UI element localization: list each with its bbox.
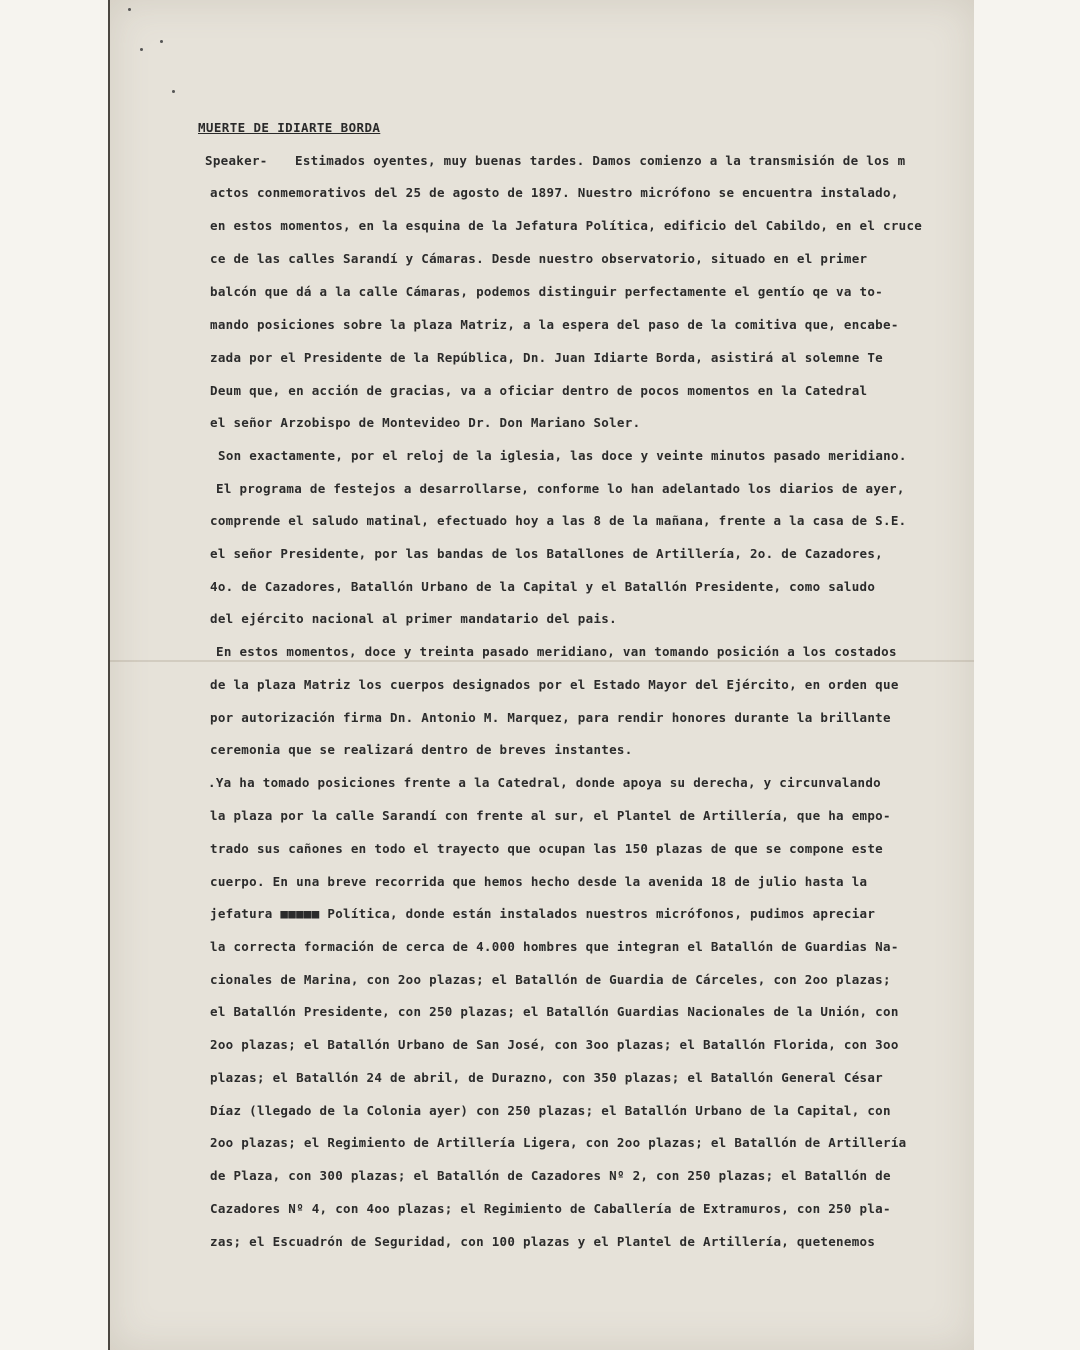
text-line: cuerpo. En una breve recorrida que hemos hecho desde la avenida 18 de julio hasta la bbox=[210, 874, 868, 889]
text-line: por autorización firma Dn. Antonio M. Marquez, para rendir honores durante la brillante bbox=[210, 710, 891, 725]
text-line: zas; el Escuadrón de Seguridad, con 100 plazas y el Plantel de Artillería, quetenemos bbox=[210, 1234, 876, 1249]
text-line: Son exactamente, por el reloj de la iglesia, las doce y veinte minutos pasado meridiano. bbox=[218, 448, 907, 463]
document-title: MUERTE DE IDIARTE BORDA bbox=[198, 120, 381, 135]
text-line: la correcta formación de cerca de 4.000 hombres que integran el Batallón de Guardias Na- bbox=[210, 939, 899, 954]
text-line: 2oo plazas; el Regimiento de Artillería Ligera, con 2oo plazas; el Batallón de Artillería bbox=[210, 1135, 907, 1150]
text-line: de Plaza, con 300 plazas; el Batallón de Cazadores Nº 2, con 250 plazas; el Batallón de bbox=[210, 1168, 891, 1183]
text-line: Cazadores Nº 4, con 4oo plazas; el Regimiento de Caballería de Extramuros, con 250 pla- bbox=[210, 1201, 891, 1216]
text-line: el Batallón Presidente, con 250 plazas; el Batallón Guardias Nacionales de la Unión, con bbox=[210, 1004, 899, 1019]
text-line: comprende el saludo matinal, efectuado hoy a las 8 de la mañana, frente a la casa de S.E. bbox=[210, 513, 907, 528]
speaker-label: Speaker- bbox=[205, 153, 268, 168]
paper-fold bbox=[110, 660, 974, 662]
paper-speck bbox=[128, 8, 131, 11]
text-line: .Ya ha tomado posiciones frente a la Catedral, donde apoya su derecha, y circunvalando bbox=[208, 775, 882, 790]
text-line: plazas; el Batallón 24 de abril, de Durazno, con 350 plazas; el Batallón General César bbox=[210, 1070, 884, 1085]
text-line: mando posiciones sobre la plaza Matriz, a la espera del paso de la comitiva que, encabe- bbox=[210, 317, 899, 332]
text-line: el señor Arzobispo de Montevideo Dr. Don Mariano Soler. bbox=[210, 415, 641, 430]
text-line: 2oo plazas; el Batallón Urbano de San José, con 3oo plazas; el Batallón Florida, con 3oo bbox=[210, 1037, 899, 1052]
text-line: del ejército nacional al primer mandatario del pais. bbox=[210, 611, 617, 626]
text-line: de la plaza Matriz los cuerpos designados por el Estado Mayor del Ejército, en orden que bbox=[210, 677, 899, 692]
text-line: jefatura ■■■■■ Política, donde están instalados nuestros micrófonos, pudimos apreciar bbox=[210, 906, 876, 921]
text-line: cionales de Marina, con 2oo plazas; el Batallón de Guardia de Cárceles, con 2oo plazas; bbox=[210, 972, 891, 987]
text-line: Estimados oyentes, muy buenas tardes. Damos comienzo a la transmisión de los m bbox=[295, 153, 906, 168]
paper-speck bbox=[160, 40, 163, 43]
paper-speck bbox=[172, 90, 175, 93]
typed-page bbox=[108, 0, 974, 1350]
text-line: balcón que dá a la calle Cámaras, podemos distinguir perfectamente el gentío qe va to- bbox=[210, 284, 884, 299]
paper-speck bbox=[140, 48, 143, 51]
text-line: en estos momentos, en la esquina de la Jefatura Política, edificio del Cabildo, en el cruce bbox=[210, 218, 923, 233]
text-line: trado sus cañones en todo el trayecto que ocupan las 150 plazas de que se compone este bbox=[210, 841, 884, 856]
text-line: ceremonia que se realizará dentro de breves instantes. bbox=[210, 742, 633, 757]
text-line: el señor Presidente, por las bandas de los Batallones de Artillería, 2o. de Cazadores, bbox=[210, 546, 884, 561]
text-line: la plaza por la calle Sarandí con frente al sur, el Plantel de Artillería, que ha empo- bbox=[210, 808, 891, 823]
text-line: zada por el Presidente de la República, Dn. Juan Idiarte Borda, asistirá al solemne Te bbox=[210, 350, 884, 365]
text-line: En estos momentos, doce y treinta pasado meridiano, van tomando posición a los costados bbox=[216, 644, 897, 659]
text-line: Díaz (llegado de la Colonia ayer) con 250 plazas; el Batallón Urbano de la Capital, con bbox=[210, 1103, 891, 1118]
text-line: Deum que, en acción de gracias, va a oficiar dentro de pocos momentos en la Catedral bbox=[210, 383, 868, 398]
text-line: El programa de festejos a desarrollarse, conforme lo han adelantado los diarios de ayer, bbox=[216, 481, 905, 496]
text-line: 4o. de Cazadores, Batallón Urbano de la Capital y el Batallón Presidente, como saludo bbox=[210, 579, 876, 594]
text-line: actos conmemorativos del 25 de agosto de 1897. Nuestro micrófono se encuentra instalado, bbox=[210, 185, 899, 200]
text-line: ce de las calles Sarandí y Cámaras. Desde nuestro observatorio, situado en el primer bbox=[210, 251, 868, 266]
